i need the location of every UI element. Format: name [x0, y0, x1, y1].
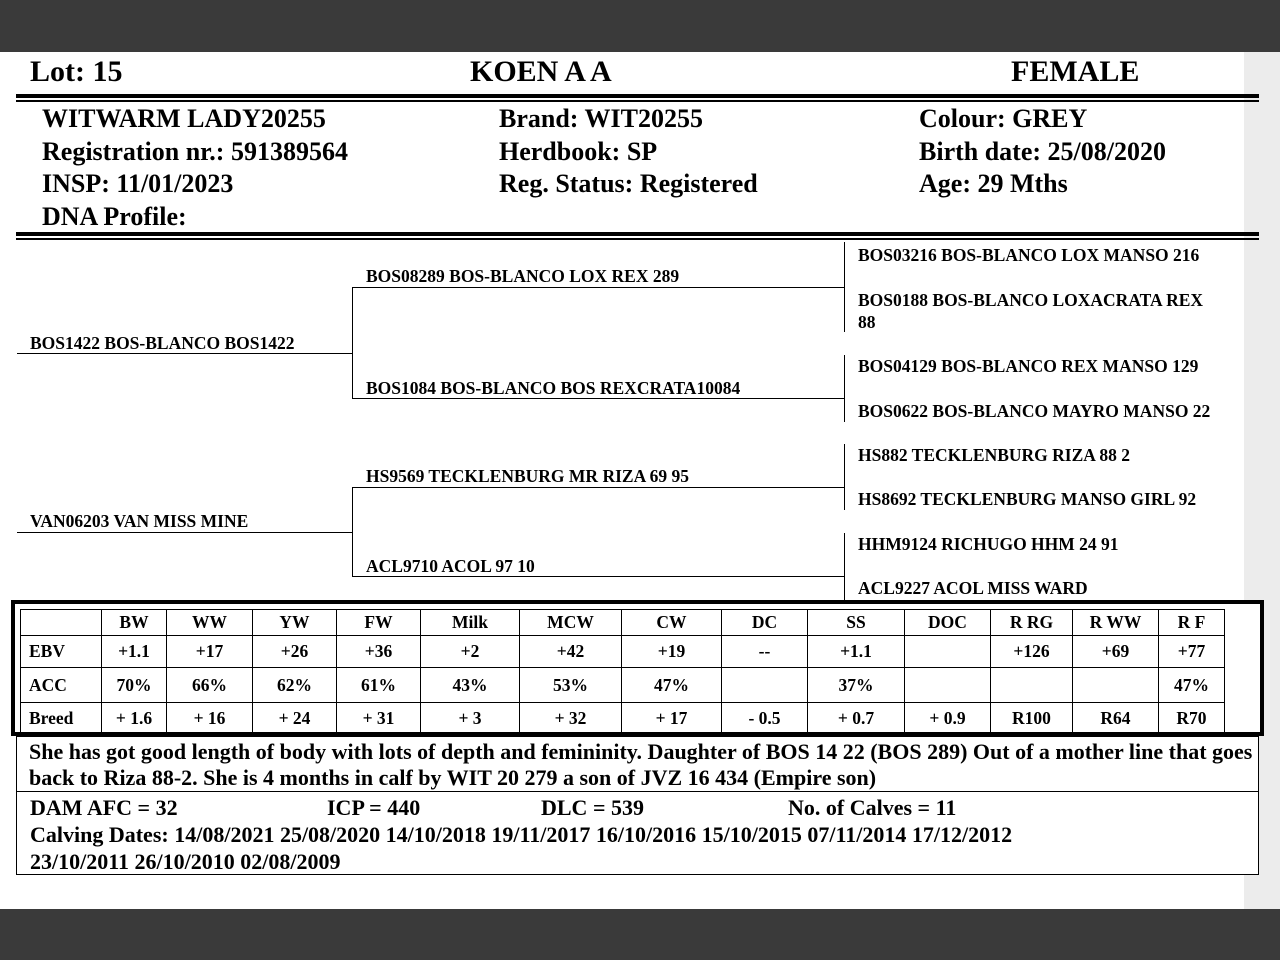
- ebv-cell: 47%: [622, 668, 722, 703]
- dam-sire: HS9569 TECKLENBURG MR RIZA 69 95: [366, 466, 689, 486]
- ebv-row-label: Breed: [21, 703, 102, 735]
- header-rule-thin: [16, 100, 1259, 102]
- calving-dates-cont: 23/10/2011 26/10/2010 02/08/2009: [30, 849, 341, 874]
- ebv-cell: 66%: [167, 668, 253, 703]
- sire-dam: BOS1084 BOS-BLANCO BOS REXCRATA10084: [366, 378, 741, 398]
- ebv-cell: R100: [991, 703, 1073, 735]
- ebv-column-header: CW: [622, 610, 722, 636]
- dam-calves: No. of Calves = 11: [788, 795, 957, 820]
- dna-profile: DNA Profile:: [42, 202, 187, 231]
- ebv-cell: + 0.9: [905, 703, 991, 735]
- ebv-cell: + 24: [253, 703, 337, 735]
- breeder-name: KOEN A A: [470, 55, 612, 88]
- ebv-cell: - 0.5: [722, 703, 808, 735]
- registration-status: Reg. Status: Registered: [499, 169, 758, 198]
- ebv-cell: +69: [1073, 636, 1159, 668]
- ebv-column-header: WW: [167, 610, 253, 636]
- ggp-6: HS8692 TECKLENBURG MANSO GIRL 92: [858, 489, 1197, 509]
- ebv-cell: +26: [253, 636, 337, 668]
- ebv-column-header: Milk: [421, 610, 520, 636]
- ggp-1: BOS03216 BOS-BLANCO LOX MANSO 216: [858, 245, 1200, 265]
- ebv-row-label: ACC: [21, 668, 102, 703]
- animal-comment: She has got good length of body with lots of depth and femininity. Daughter of BOS 14 22 (BOS 289) Out of a mother line that goes back to Riza 88-2. She is 4 months in calf by WIT 20 279 a son of JVZ 16 434 (Empire son): [16, 736, 1259, 792]
- ebv-cell: [991, 668, 1073, 703]
- ebv-cell: + 0.7: [808, 703, 905, 735]
- ebv-cell: +19: [622, 636, 722, 668]
- ebv-cell: [905, 636, 991, 668]
- ebv-cell: 47%: [1159, 668, 1225, 703]
- ebv-row-label: EBV: [21, 636, 102, 668]
- ggp-7: HHM9124 RICHUGO HHM 24 91: [858, 534, 1119, 554]
- pedigree-line: [352, 487, 844, 488]
- ebv-cell: +77: [1159, 636, 1225, 668]
- ebv-cell: +1.1: [102, 636, 167, 668]
- pedigree-line: [844, 242, 845, 332]
- ebv-cell: --: [722, 636, 808, 668]
- ebv-column-header: R F: [1159, 610, 1225, 636]
- ebv-row: [21, 636, 1225, 668]
- birth-date: Birth date: 25/08/2020: [919, 137, 1166, 166]
- ebv-column-header: BW: [102, 610, 167, 636]
- ebv-cell: 62%: [253, 668, 337, 703]
- inspection-date: INSP: 11/01/2023: [42, 169, 234, 198]
- pedigree-line: [844, 355, 845, 422]
- ebv-header-row: [21, 610, 1225, 636]
- ebv-cell: +42: [520, 636, 622, 668]
- ebv-column-header: FW: [337, 610, 421, 636]
- dam-afc: DAM AFC = 32: [30, 795, 178, 820]
- pedigree-line: [352, 287, 353, 398]
- pedigree-line: [844, 533, 845, 600]
- herdbook: Herdbook: SP: [499, 137, 658, 166]
- ebv-column-header: R RG: [991, 610, 1073, 636]
- ebv-cell: + 31: [337, 703, 421, 735]
- ebv-cell: + 1.6: [102, 703, 167, 735]
- ggp-3: BOS04129 BOS-BLANCO REX MANSO 129: [858, 356, 1199, 376]
- animal-name: WITWARM LADY20255: [42, 104, 326, 133]
- info-rule: [16, 232, 1259, 236]
- ebv-row: [21, 703, 1225, 735]
- ebv-cell: R70: [1159, 703, 1225, 735]
- calving-dates: Calving Dates: 14/08/2021 25/08/2020 14/10/2018 19/11/2017 16/10/2016 15/10/2015 07/11/2014 17/12/2012: [30, 822, 1013, 847]
- ebv-cell: 61%: [337, 668, 421, 703]
- lot-number: Lot: 15: [30, 55, 123, 88]
- ebv-cell: [905, 668, 991, 703]
- ebv-row: [21, 668, 1225, 703]
- pedigree-line: [352, 398, 844, 399]
- dam: VAN06203 VAN MISS MINE: [30, 511, 249, 531]
- ebv-cell: +1.1: [808, 636, 905, 668]
- ggp-4: BOS0622 BOS-BLANCO MAYRO MANSO 22: [858, 401, 1211, 421]
- ebv-cell: + 32: [520, 703, 622, 735]
- age: Age: 29 Mths: [919, 169, 1068, 198]
- ebv-corner-cell: [21, 610, 102, 636]
- ebv-table: [20, 609, 1225, 735]
- dam-dam: ACL9710 ACOL 97 10: [366, 556, 535, 576]
- ebv-cell: R64: [1073, 703, 1159, 735]
- ggp-2-cont: 88: [858, 312, 876, 332]
- pedigree-line: [352, 287, 844, 288]
- brand: Brand: WIT20255: [499, 104, 703, 133]
- sex-label: FEMALE: [1011, 55, 1140, 88]
- ggp-5: HS882 TECKLENBURG RIZA 88 2: [858, 445, 1130, 465]
- ebv-column-header: DOC: [905, 610, 991, 636]
- ebv-column-header: MCW: [520, 610, 622, 636]
- ebv-cell: 43%: [421, 668, 520, 703]
- ebv-cell: [1073, 668, 1159, 703]
- ebv-cell: + 17: [622, 703, 722, 735]
- ebv-cell: [722, 668, 808, 703]
- dam-dlc: DLC = 539: [541, 795, 644, 820]
- sire-sire: BOS08289 BOS-BLANCO LOX REX 289: [366, 266, 680, 286]
- ebv-column-header: YW: [253, 610, 337, 636]
- ebv-cell: 53%: [520, 668, 622, 703]
- ggp-2: BOS0188 BOS-BLANCO LOXACRATA REX: [858, 290, 1204, 310]
- info-rule-thin: [16, 238, 1259, 240]
- ebv-cell: +2: [421, 636, 520, 668]
- colour: Colour: GREY: [919, 104, 1088, 133]
- ebv-cell: +36: [337, 636, 421, 668]
- ebv-column-header: SS: [808, 610, 905, 636]
- sire: BOS1422 BOS-BLANCO BOS1422: [30, 333, 295, 353]
- ebv-cell: + 16: [167, 703, 253, 735]
- ebv-cell: + 3: [421, 703, 520, 735]
- pedigree-line: [844, 444, 845, 510]
- pedigree-line: [352, 576, 844, 577]
- ebv-column-header: R WW: [1073, 610, 1159, 636]
- ebv-cell: 37%: [808, 668, 905, 703]
- ggp-8: ACL9227 ACOL MISS WARD: [858, 578, 1088, 598]
- ebv-cell: 70%: [102, 668, 167, 703]
- pedigree-line: [17, 353, 353, 354]
- ebv-cell: +126: [991, 636, 1073, 668]
- registration-number: Registration nr.: 591389564: [42, 137, 348, 166]
- ebv-column-header: DC: [722, 610, 808, 636]
- pedigree-line: [17, 532, 353, 533]
- dam-icp: ICP = 440: [327, 795, 421, 820]
- pedigree-line: [352, 487, 353, 577]
- header-rule: [16, 94, 1259, 98]
- ebv-cell: +17: [167, 636, 253, 668]
